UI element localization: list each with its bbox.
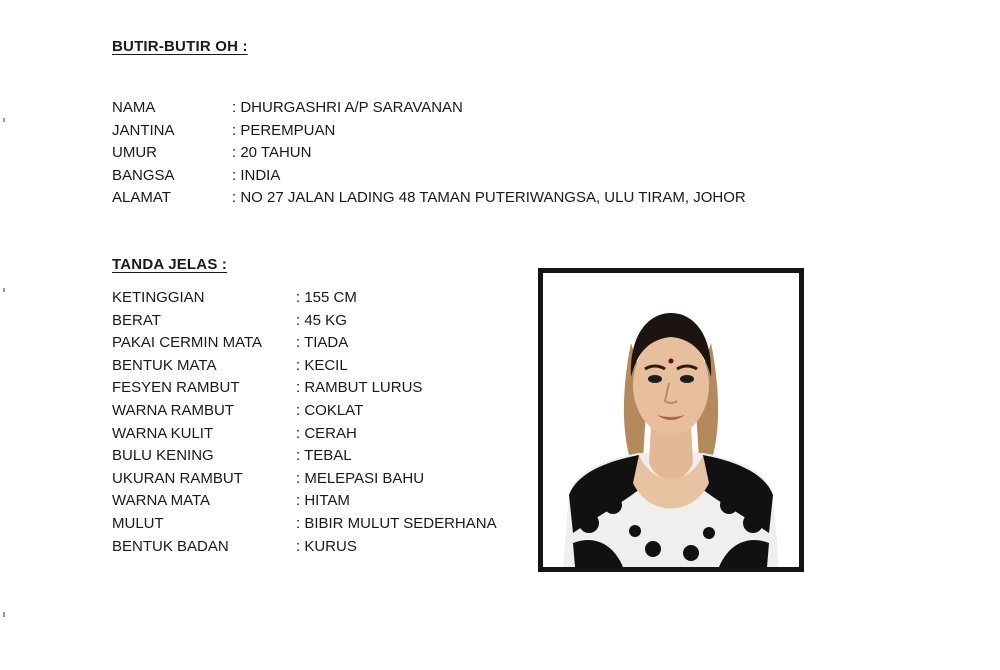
row-label: BERAT [112,311,161,329]
row-value: : TIADA [296,334,349,352]
row-label: UMUR [112,144,157,161]
row-label: JANTINA [112,121,175,139]
row-label: FESYEN RAMBUT [112,379,240,397]
row-label: NAMA [112,99,156,116]
row-value: : CERAH [296,424,357,442]
row-value: : NO 27 JALAN LADING 48 TAMAN PUTERIWANGSA, ULU TIRAM, JOHOR [232,189,746,206]
row-value: : RAMBUT LURUS [296,379,423,397]
row-value: : TEBAL [296,447,352,465]
row-label: BANGSA [112,166,175,184]
row-label: UKURAN RAMBUT [112,469,243,487]
row-value: : COKLAT [296,401,364,419]
row-value: : KECIL [296,356,348,374]
row-label: ALAMAT [112,189,171,206]
row-value: : BIBIR MULUT SEDERHANA [296,514,497,532]
portrait-photo [538,268,804,572]
row-value: : INDIA [232,166,281,184]
row-label: PAKAI CERMIN MATA [112,334,263,352]
person-portrait-icon [543,273,799,567]
row-value: : 20 TAHUN [232,144,312,161]
row-label: WARNA KULIT [112,424,214,442]
row-label: MULUT [112,514,164,532]
row-label: WARNA MATA [112,492,211,510]
features-heading: TANDA JELAS : [112,256,228,273]
row-label: BULU KENING [112,447,214,465]
row-value: : HITAM [296,492,350,510]
row-label: BENTUK MATA [112,356,217,374]
row-value: : PEREMPUAN [232,121,336,139]
row-label: KETINGGIAN [112,289,205,306]
scan-edge-mark [3,118,5,122]
row-value: : DHURGASHRI A/P SARAVANAN [232,99,463,116]
scan-edge-mark [3,288,5,292]
personal-details-heading: BUTIR-BUTIR OH : [112,38,248,55]
row-value: : 155 CM [296,289,357,306]
row-value: : MELEPASI BAHU [296,469,425,487]
row-label: WARNA RAMBUT [112,401,234,419]
scan-edge-mark [3,612,5,617]
row-label: BENTUK BADAN [112,537,229,555]
row-value: : KURUS [296,537,357,555]
row-value: : 45 KG [296,311,347,329]
